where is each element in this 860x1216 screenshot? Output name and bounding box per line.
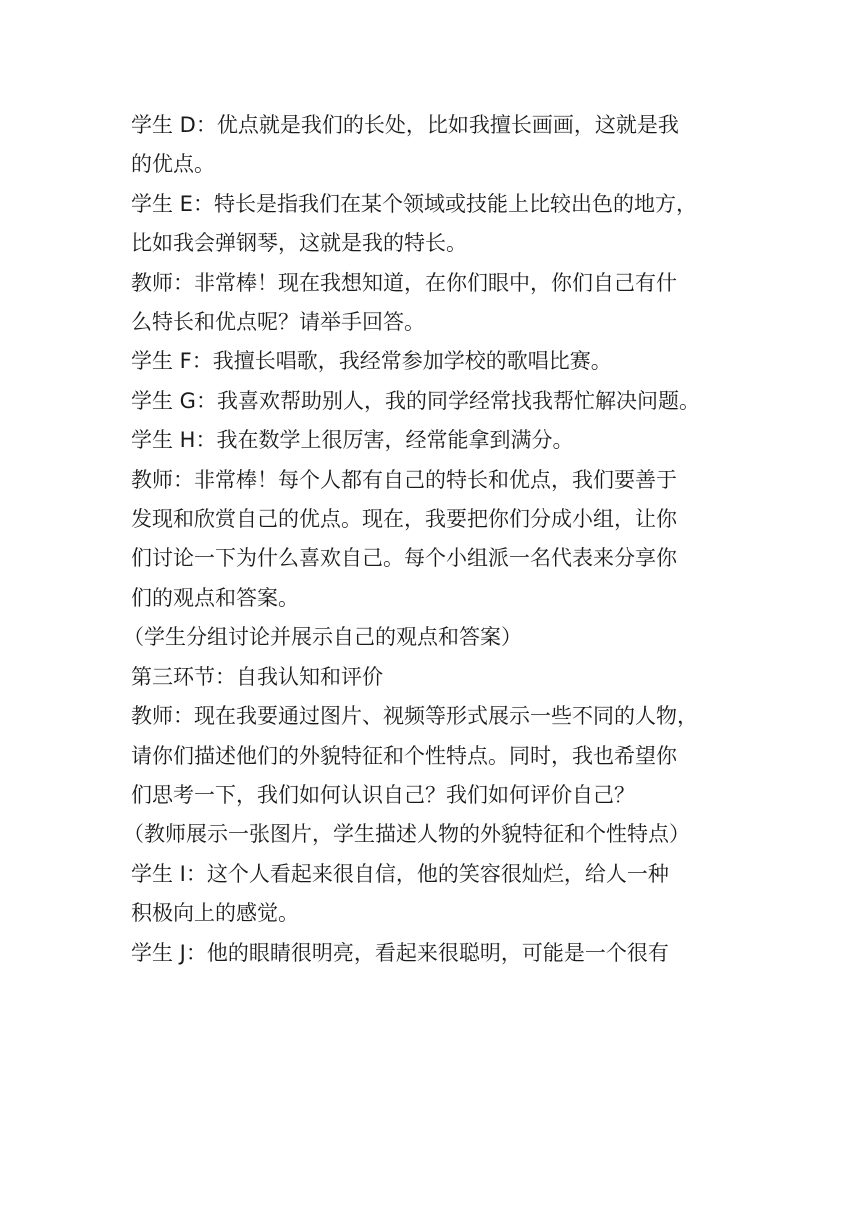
text-line: 们思考一下，我们如何认识自己？我们如何评价自己？ <box>131 782 635 807</box>
text-line: （教师展示一张图片，学生描述人物的外貌特征和个性特点） <box>123 822 690 847</box>
text-line: 学生 E：特长是指我们在某个领域或技能上比较出色的地方， <box>131 191 697 216</box>
text-line: 学生 I：这个人看起来很自信，他的笑容很灿烂，给人一种 <box>131 861 669 886</box>
text-line: 们的观点和答案。 <box>131 585 299 610</box>
text-line: 请你们描述他们的外貌特征和个性特点。同时，我也希望你 <box>131 743 677 768</box>
paragraph-stage-direction <box>123 618 751 657</box>
paragraph-student-h <box>131 421 751 460</box>
text-line: 学生 J：他的眼睛很明亮，看起来很聪明，可能是一个很有 <box>131 940 669 965</box>
text-line: 学生 H：我在数学上很厉害，经常能拿到满分。 <box>131 428 574 453</box>
text-line: 教师：非常棒！现在我想知道，在你们眼中，你们自己有什 <box>131 270 677 295</box>
paragraph-teacher-images <box>131 697 751 815</box>
text-line: 第三环节：自我认知和评价 <box>131 664 383 689</box>
text-line: 么特长和优点呢？请举手回答。 <box>131 310 425 335</box>
text-line: （学生分组讨论并展示自己的观点和答案） <box>123 625 522 650</box>
paragraph-stage-direction <box>123 815 751 854</box>
paragraph-teacher-groups <box>131 461 751 619</box>
text-line: 学生 F：我擅长唱歌，我经常参加学校的歌唱比赛。 <box>131 349 612 374</box>
text-line: 们讨论一下为什么喜欢自己。每个小组派一名代表来分享你 <box>131 546 677 571</box>
paragraph-student-d <box>131 106 751 185</box>
text-line: 发现和欣赏自己的优点。现在，我要把你们分成小组，让你 <box>131 507 677 532</box>
text-line: 教师：现在我要通过图片、视频等形式展示一些不同的人物， <box>131 704 698 729</box>
paragraph-student-i <box>131 855 751 934</box>
paragraph-student-j <box>131 934 751 973</box>
text-line: 的优点。 <box>131 152 215 177</box>
paragraph-teacher-question <box>131 264 751 343</box>
text-line: 学生 D：优点就是我们的长处，比如我擅长画画，这就是我 <box>131 113 679 137</box>
paragraph-student-f <box>131 342 751 381</box>
text-line: 积极向上的感觉。 <box>131 901 299 926</box>
text-line: 比如我会弹钢琴，这就是我的特长。 <box>131 231 467 256</box>
section-heading <box>131 658 751 697</box>
paragraph-student-e <box>131 185 751 264</box>
document-body <box>123 106 751 973</box>
paragraph-student-g <box>131 382 751 421</box>
text-line: 教师：非常棒！每个人都有自己的特长和优点，我们要善于 <box>131 467 677 492</box>
text-line: 学生 G：我喜欢帮助别人，我的同学经常找我帮忙解决问题。 <box>131 388 700 413</box>
